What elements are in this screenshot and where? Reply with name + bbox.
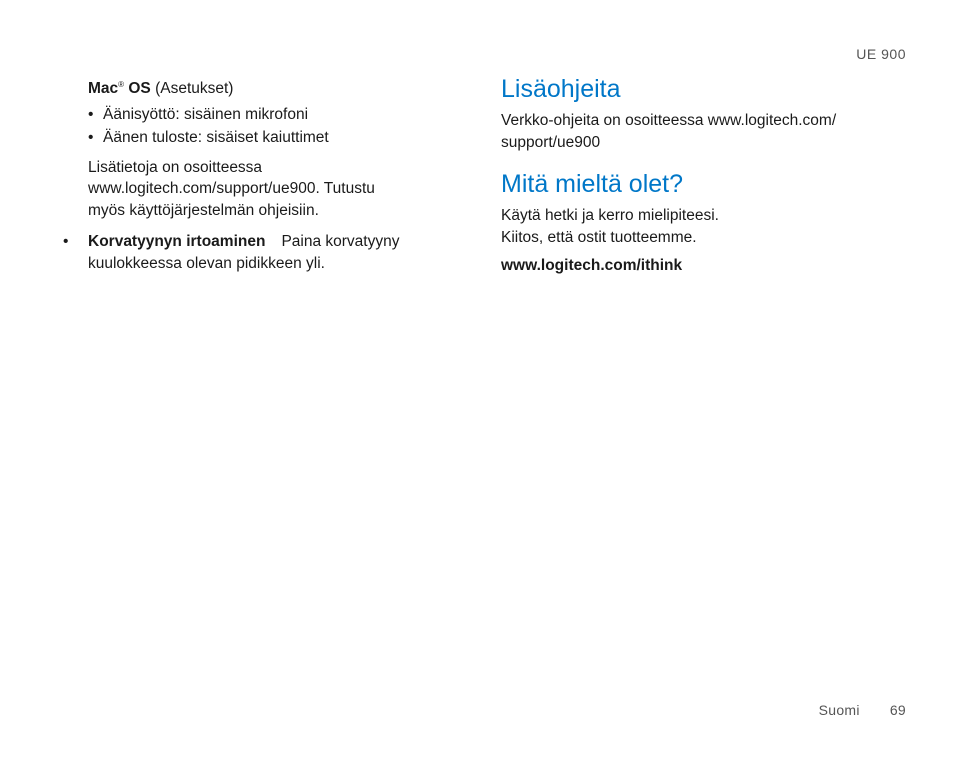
settings-label: (Asetukset) [150,80,234,97]
list-item-audio-input: • Äänisyöttö: sisäinen mikrofoni [88,104,460,126]
footer-language: Suomi [818,702,860,718]
product-name-header: UE 900 [856,46,906,62]
ear-cushion-term: Korvatyynyn irtoaminen [88,233,266,250]
os-label: OS [124,80,151,97]
help-paragraph [501,110,906,153]
feedback-paragraph [501,205,906,248]
mac-brand: Mac [88,80,119,97]
feedback-link[interactable]: www.logitech.com/ithink [501,257,683,274]
left-column [60,78,460,274]
mac-info-line: Lisätietoja on osoitteessa [88,158,263,176]
list-item-audio-output: • Äänen tuloste: sisäiset kaiuttimet [88,127,460,149]
feedback-heading: Mitä mieltä olet? [501,170,684,198]
bullet-marker: • [63,233,69,250]
registered-mark: ® [118,79,125,89]
audio-settings-list [88,104,460,149]
mac-os-heading [88,78,460,100]
help-line: Verkko-ohjeita on osoitteessa www.logitech.com/ [501,112,837,129]
mac-info-line: myös käyttöjärjestelmän ohjeisiin. [88,201,319,219]
mac-info-line: www.logitech.com/support/ue900. Tutustu [88,180,375,197]
page-number: 69 [889,702,906,718]
mac-info-paragraph [88,157,448,222]
ear-cushion-bullet [60,231,448,274]
right-column [501,74,906,277]
help-heading: Lisäohjeita [501,75,621,103]
feedback-line: Kiitos, että ostit tuotteemme. [501,228,697,246]
feedback-line: Käytä hetki ja kerro mielipiteesi. [501,207,719,224]
ear-cushion-text: Paina korvatyyny kuulokkeessa olevan pidikkeen yli. [88,233,400,272]
page-footer [819,702,906,718]
help-line: support/ue900 [501,133,601,151]
